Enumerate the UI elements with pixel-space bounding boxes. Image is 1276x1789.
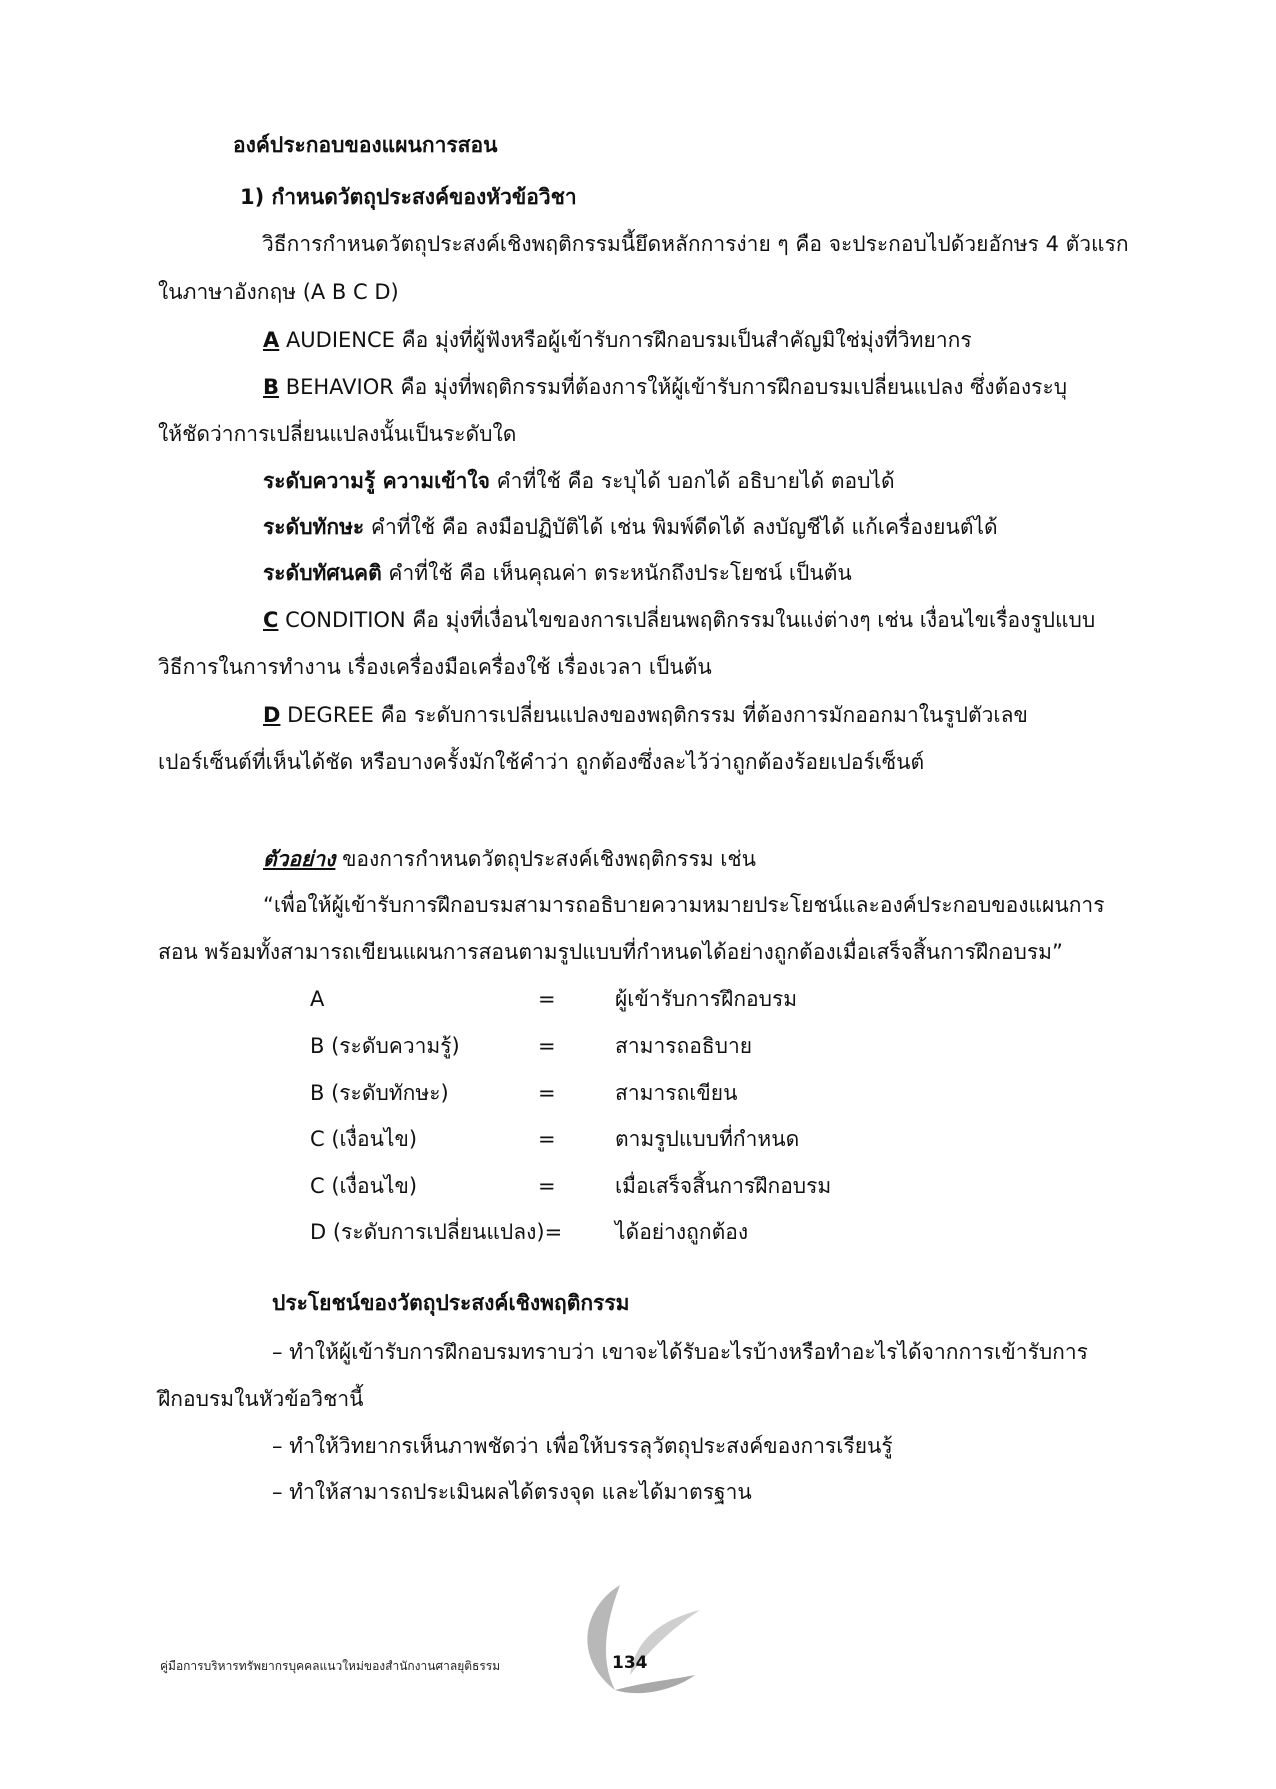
example-quote-line-1: “เพื่อให้ผู้เข้ารับการฝึกอบรมสามารถอธิบายความหมายประโยชน์และองค์ประกอบของแผนการ xyxy=(263,893,1105,917)
mapping-value: ตามรูปแบบที่กำหนด xyxy=(615,1127,800,1151)
level-label: ระดับทักษะ xyxy=(263,515,365,539)
d-item-line-2: เปอร์เซ็นต์ที่เห็นได้ชัด หรือบางครั้งมักใช้คำว่า ถูกต้องซึ่งละไว้ว่าถูกต้องร้อยเปอร์เซ็นต์ xyxy=(158,750,925,774)
benefit-item-2: – ทำให้วิทยากรเห็นภาพชัดว่า เพื่อให้บรรลุวัตถุประสงค์ของการเรียนรู้ xyxy=(272,1434,893,1458)
example-intro xyxy=(263,844,756,874)
level-text: คำที่ใช้ คือ ลงมือปฏิบัติได้ เช่น พิมพ์ดีดได้ ลงบัญชีได้ แก้เครื่องยนต์ได้ xyxy=(364,515,998,539)
footer-text: คู่มือการบริหารทรัพยากรบุคคลแนวใหม่ของสำนักงานศาลยุติธรรม xyxy=(160,1659,501,1673)
intro-line-2: ในภาษาอังกฤษ (A B C D) xyxy=(158,280,399,304)
d-text: DEGREE คือ ระดับการเปลี่ยนแปลงของพฤติกรรม ที่ต้องการมักออกมาในรูปตัวเลข xyxy=(280,703,1028,727)
b-letter: B xyxy=(263,375,280,399)
c-text: CONDITION คือ มุ่งที่เงื่อนไขของการเปลี่ยนพฤติกรรมในแง่ต่างๆ เช่น เงื่อนไขเรื่องรูปแบบ xyxy=(278,608,1096,632)
mapping-key: D (ระดับการเปลี่ยนแปลง)= xyxy=(310,1220,563,1244)
benefits-title: ประโยชน์ของวัตถุประสงค์เชิงพฤติกรรม xyxy=(272,1291,630,1315)
mapping-value: ได้อย่างถูกต้อง xyxy=(615,1220,749,1244)
level-text: คำที่ใช้ คือ เห็นคุณค่า ตระหนักถึงประโยชน์ เป็นต้น xyxy=(381,561,852,585)
mapping-key: B (ระดับทักษะ) xyxy=(310,1081,449,1105)
example-quote-line-2: สอน พร้อมทั้งสามารถเขียนแผนการสอนตามรูปแบบที่กำหนดได้อย่างถูกต้องเมื่อเสร็จสิ้นการฝึกอบรม” xyxy=(158,940,1063,964)
section-heading: องค์ประกอบของแผนการสอน xyxy=(233,133,498,157)
mapping-equals: = xyxy=(538,1081,556,1105)
level-label: ระดับความรู้ ความเข้าใจ xyxy=(263,469,490,493)
mapping-value: สามารถอธิบาย xyxy=(615,1034,753,1058)
b-item-line-2: ให้ชัดว่าการเปลี่ยนแปลงนั้นเป็นระดับใด xyxy=(158,422,517,446)
example-text: ของการกำหนดวัตถุประสงค์เชิงพฤติกรรม เช่น xyxy=(335,847,757,871)
mapping-key: B (ระดับความรู้) xyxy=(310,1034,460,1058)
mapping-key: C (เงื่อนไข) xyxy=(310,1174,418,1198)
example-label: ตัวอย่าง xyxy=(263,847,336,871)
b-item-line-1 xyxy=(263,372,1067,402)
a-text: AUDIENCE คือ มุ่งที่ผู้ฟังหรือผู้เข้ารับการฝึกอบรมเป็นสำคัญมิใช่มุ่งที่วิทยากร xyxy=(279,328,972,352)
benefit-item-3: – ทำให้สามารถประเมินผลได้ตรงจุด และได้มาตรฐาน xyxy=(272,1480,752,1504)
intro-line-1: วิธีการกำหนดวัตถุประสงค์เชิงพฤติกรรมนี้ยึดหลักการง่าย ๆ คือ จะประกอบไปด้วยอักษร 4 ตัวแรก xyxy=(262,232,1129,256)
subheading: 1) กำหนดวัตถุประสงค์ของหัวข้อวิชา xyxy=(240,185,577,209)
b-text: BEHAVIOR คือ มุ่งที่พฤติกรรมที่ต้องการให้ผู้เข้ารับการฝึกอบรมเปลี่ยนแปลง ซึ่งต้องระบุ xyxy=(279,375,1068,399)
mapping-value: เมื่อเสร็จสิ้นการฝึกอบรม xyxy=(615,1174,832,1198)
mapping-value: ผู้เข้ารับการฝึกอบรม xyxy=(615,987,798,1011)
mapping-key: A xyxy=(310,987,325,1011)
benefit-item-1-line-2: ฝึกอบรมในหัวข้อวิชานี้ xyxy=(158,1387,364,1411)
a-letter: A xyxy=(263,328,280,352)
level-skill xyxy=(263,512,998,542)
level-attitude xyxy=(263,558,852,588)
d-item-line-1 xyxy=(263,700,1028,730)
mapping-equals: = xyxy=(538,1034,556,1058)
level-text: คำที่ใช้ คือ ระบุได้ บอกได้ อธิบายได้ ตอบได้ xyxy=(489,469,895,493)
level-label: ระดับทัศนคติ xyxy=(263,561,382,585)
page-number: 134 xyxy=(612,1653,648,1673)
mapping-equals: = xyxy=(538,987,556,1011)
swirl-logo-icon xyxy=(560,1580,710,1700)
c-item-line-2: วิธีการในการทำงาน เรื่องเครื่องมือเครื่องใช้ เรื่องเวลา เป็นต้น xyxy=(158,655,712,679)
d-letter: D xyxy=(263,703,281,727)
c-letter: C xyxy=(263,608,279,632)
mapping-equals: = xyxy=(538,1174,556,1198)
mapping-key: C (เงื่อนไข) xyxy=(310,1127,418,1151)
c-item-line-1 xyxy=(263,605,1095,635)
mapping-value: สามารถเขียน xyxy=(615,1081,738,1105)
a-item xyxy=(263,325,972,355)
mapping-equals: = xyxy=(538,1127,556,1151)
benefit-item-1-line-1: – ทำให้ผู้เข้ารับการฝึกอบรมทราบว่า เขาจะได้รับอะไรบ้างหรือทำอะไรได้จากการเข้ารับการ xyxy=(272,1340,1088,1364)
level-knowledge xyxy=(263,466,895,496)
